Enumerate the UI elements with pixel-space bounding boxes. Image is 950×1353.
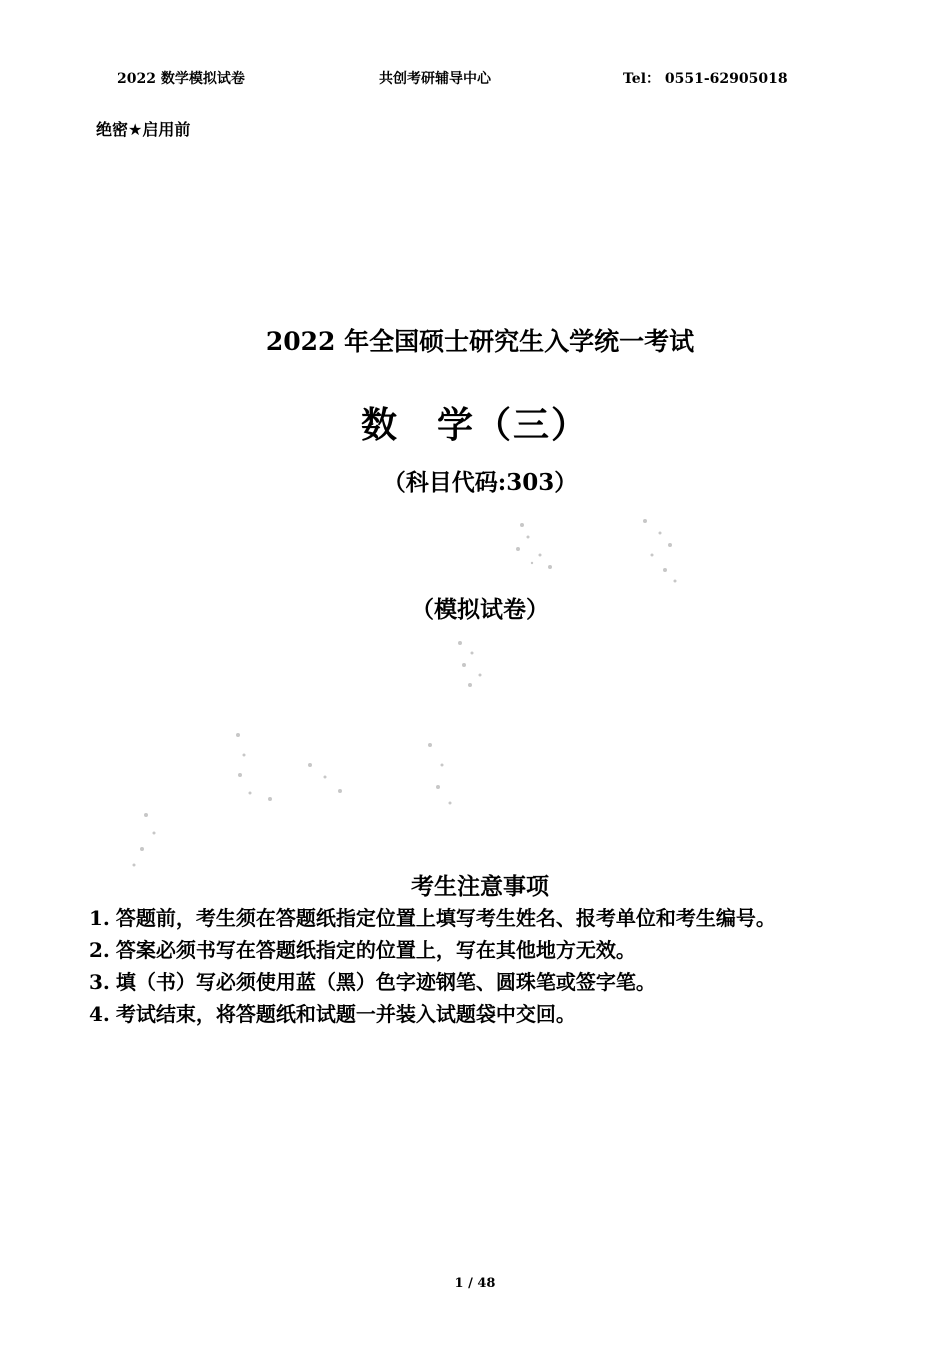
exam-title: 2022 年全国硕士研究生入学统一考试 [265, 327, 695, 356]
header-document-title: 2022 数学模拟试卷 [117, 71, 245, 87]
notice-list [89, 902, 809, 1030]
scan-noise-speckle [510, 515, 700, 595]
notice-item: 4. 考试结束，将答题纸和试题一并装入试题袋中交回。 [89, 1002, 576, 1026]
mock-exam-label: （模拟试卷） [411, 596, 549, 623]
subject-code: （科目代码:303） [382, 469, 578, 496]
scan-noise-speckle [450, 635, 500, 695]
notice-item: 1. 答题前，考生须在答题纸指定位置上填写考生姓名、报考单位和考生编号。 [89, 906, 776, 930]
notice-heading: 考生注意事项 [411, 874, 549, 900]
page-number: 1 / 48 [454, 1276, 496, 1291]
header-organization: 共创考研辅导中心 [379, 71, 491, 87]
subject-title: 数 学（三） [360, 404, 589, 446]
header-phone: Tel： 0551-62905018 [623, 71, 788, 87]
confidential-label: 绝密★启用前 [96, 120, 191, 139]
scan-noise-speckle [120, 725, 480, 875]
notice-item: 3. 填（书）写必须使用蓝（黑）色字迹钢笔、圆珠笔或签字笔。 [89, 970, 656, 994]
notice-item: 2. 答案必须书写在答题纸指定的位置上，写在其他地方无效。 [89, 938, 636, 962]
